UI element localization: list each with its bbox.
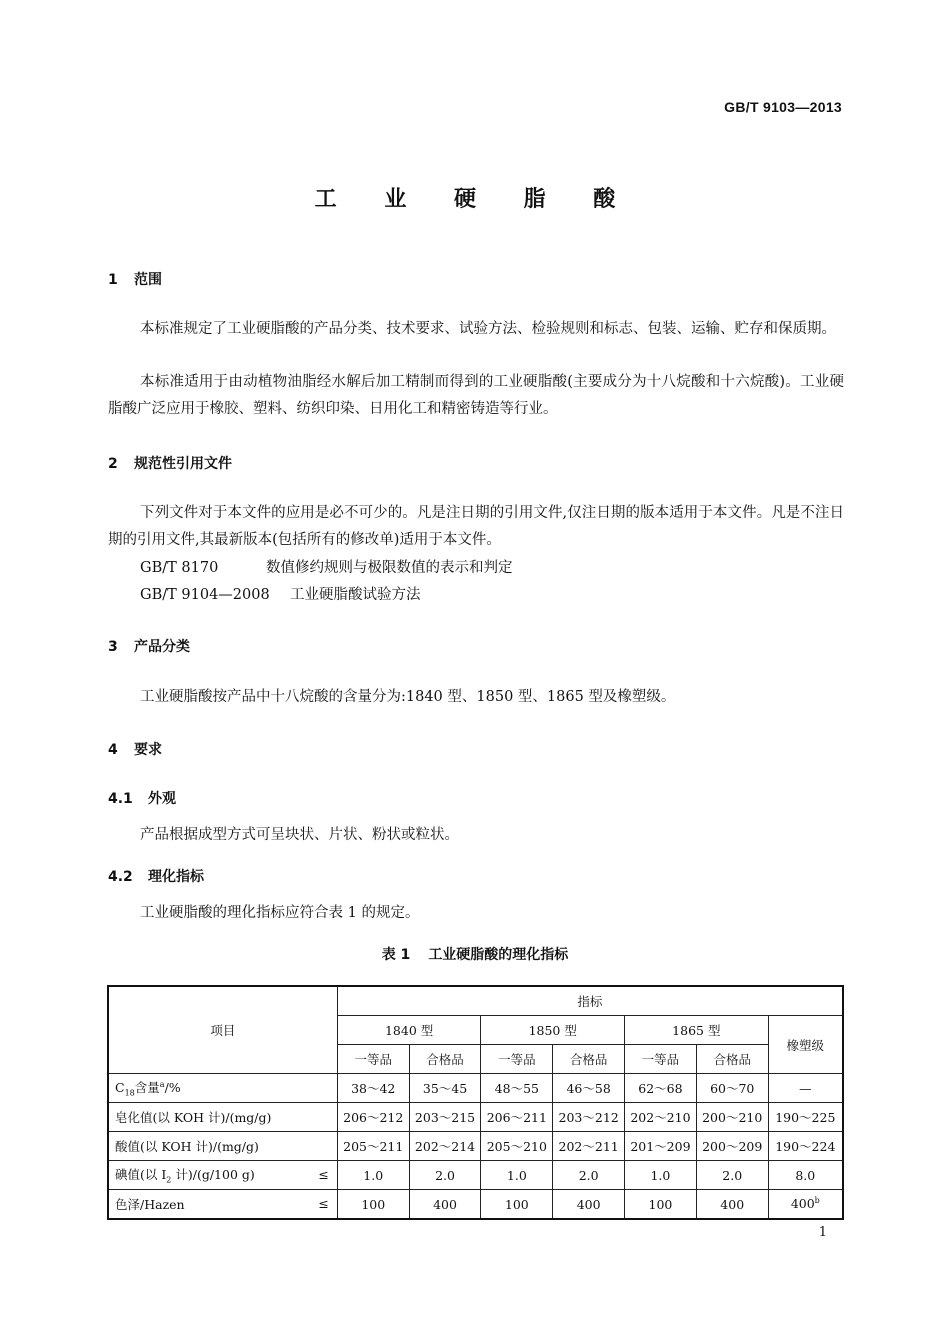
physchem-index-table [107, 985, 844, 1220]
table-row [108, 1161, 843, 1190]
item-superscript: a [159, 1080, 165, 1090]
table-header-grade: 合格品 [409, 1045, 481, 1074]
rubber-value: 8.0 [795, 1167, 816, 1183]
table-header-index: 指标 [337, 986, 843, 1016]
table-row [108, 1074, 843, 1103]
item-text: 酸值(以 KOH 计)/(mg/g) [115, 1139, 259, 1154]
table-row [108, 1132, 843, 1161]
table-header-grade: 合格品 [553, 1045, 625, 1074]
table-header-grade: 合格品 [696, 1045, 768, 1074]
footnote-marker: b [814, 1196, 820, 1206]
reference-item [140, 556, 513, 577]
table-row [108, 1103, 843, 1132]
table-caption-number: 表 1 [381, 947, 411, 963]
subsection-number: 4.2 [108, 869, 133, 885]
table-cell-value: 1.0 [625, 1161, 697, 1190]
table-header-grade: 一等品 [481, 1045, 553, 1074]
table-cell-value: 100 [337, 1190, 409, 1220]
section-heading-classification [108, 636, 190, 656]
table-cell-value: 202～210 [625, 1103, 697, 1132]
table-header-grade: 一等品 [337, 1045, 409, 1074]
table-header-item: 项目 [108, 986, 337, 1074]
section-number: 3 [108, 639, 118, 655]
table-cell-rubber [768, 1074, 843, 1103]
paragraph-physchem: 工业硬脂酸的理化指标应符合表 1 的规定。 [140, 905, 420, 921]
table-cell-value: 206～212 [337, 1103, 409, 1132]
table-cell-rubber [768, 1190, 843, 1220]
table-cell-value: 100 [481, 1190, 553, 1220]
item-subscript: 2 [166, 1175, 172, 1185]
table-cell-value: 46～58 [553, 1074, 625, 1103]
reference-code: GB/T 9104—2008 [140, 587, 270, 603]
table-cell-rubber [768, 1103, 843, 1132]
subsection-title: 理化指标 [148, 869, 204, 885]
section-heading-scope [108, 269, 162, 289]
table-cell-value: 202～214 [409, 1132, 481, 1161]
table-header-type: 1850 型 [481, 1016, 625, 1045]
table-cell-value: 206～211 [481, 1103, 553, 1132]
table-cell-value: 2.0 [553, 1161, 625, 1190]
table-caption-title: 工业硬脂酸的理化指标 [428, 947, 569, 963]
table-row [108, 1190, 843, 1220]
table-cell-rubber [768, 1161, 843, 1190]
table-cell-value: 205～211 [337, 1132, 409, 1161]
section-heading-requirements [108, 739, 162, 759]
table-cell-item [108, 1161, 337, 1190]
section-title: 范围 [134, 272, 162, 288]
item-text: 皂化值(以 KOH 计)/(mg/g) [115, 1110, 272, 1125]
rubber-value: 400 [790, 1196, 815, 1212]
section-number: 1 [108, 272, 118, 288]
table-cell-value: 400 [553, 1190, 625, 1220]
table-header-type: 1840 型 [337, 1016, 481, 1045]
page-number: 1 [818, 1225, 827, 1240]
rubber-value: 190～225 [775, 1110, 836, 1125]
table-cell-value: 60～70 [696, 1074, 768, 1103]
section-title: 要求 [134, 742, 162, 758]
paragraph-appearance: 产品根据成型方式可呈块状、片状、粉状或粒状。 [140, 827, 459, 843]
rubber-value: 190～224 [775, 1139, 836, 1154]
standard-code: GB/T 9103—2013 [724, 99, 842, 115]
paragraph-scope-2: 本标准适用于由动植物油脂经水解后加工精制而得到的工业硬脂酸(主要成分为十八烷酸和十六烷酸)。工业硬脂酸广泛应用于橡胶、塑料、纺织印染、日用化工和精密铸造等行业。 [108, 374, 844, 417]
table-body [108, 1074, 843, 1220]
subsection-heading-appearance [108, 788, 176, 808]
less-or-equal-symbol: ≤ [318, 1167, 329, 1182]
section-heading-references [108, 453, 232, 473]
rubber-value: — [799, 1080, 812, 1096]
table-cell-value: 62～68 [625, 1074, 697, 1103]
item-subscript: 18 [124, 1088, 135, 1098]
table-cell-item [108, 1132, 337, 1161]
reference-title: 数值修约规则与极限数值的表示和判定 [266, 560, 513, 576]
item-text: 碘值(以 I [115, 1167, 167, 1183]
table-cell-value: 203～215 [409, 1103, 481, 1132]
table-cell-value: 205～210 [481, 1132, 553, 1161]
table-cell-value: 2.0 [696, 1161, 768, 1190]
section-title: 产品分类 [134, 639, 190, 655]
table-cell-value: 400 [409, 1190, 481, 1220]
table-cell-value: 200～209 [696, 1132, 768, 1161]
less-or-equal-symbol: ≤ [318, 1196, 329, 1211]
table-header-grade: 一等品 [625, 1045, 697, 1074]
subsection-title: 外观 [148, 791, 176, 807]
table-cell-value: 202～211 [553, 1132, 625, 1161]
table-cell-rubber [768, 1132, 843, 1161]
paragraph-classification: 工业硬脂酸按产品中十八烷酸的含量分为:1840 型、1850 型、1865 型及橡塑级。 [140, 689, 676, 705]
reference-item [140, 583, 421, 604]
table-header-rubber-grade: 橡塑级 [768, 1016, 843, 1074]
paragraph-references-intro: 下列文件对于本文件的应用是必不可少的。凡是注日期的引用文件,仅注日期的版本适用于本文件。凡是不注日期的引用文件,其最新版本(包括所有的修改单)适用于本文件。 [108, 505, 844, 548]
table-cell-value: 48～55 [481, 1074, 553, 1103]
reference-code: GB/T 8170 [140, 560, 219, 576]
table-cell-item [108, 1190, 337, 1220]
section-number: 4 [108, 742, 118, 758]
table-cell-value: 35～45 [409, 1074, 481, 1103]
subsection-number: 4.1 [108, 791, 133, 807]
reference-title: 工业硬脂酸试验方法 [290, 587, 421, 603]
subsection-heading-physchem [108, 866, 204, 886]
item-text: 计)/(g/100 g) [171, 1167, 255, 1183]
table-cell-value: 1.0 [337, 1161, 409, 1190]
paragraph-scope-1: 本标准规定了工业硬脂酸的产品分类、技术要求、试验方法、检验规则和标志、包装、运输、贮存和保质期。 [140, 321, 836, 337]
table-cell-item [108, 1103, 337, 1132]
table-cell-value: 400 [696, 1190, 768, 1220]
table-caption [0, 944, 950, 964]
table-cell-item [108, 1074, 337, 1103]
table-cell-value: 200～210 [696, 1103, 768, 1132]
table-cell-value: 201～209 [625, 1132, 697, 1161]
table-cell-value: 100 [625, 1190, 697, 1220]
table-header-type: 1865 型 [625, 1016, 769, 1045]
table-cell-value: 38～42 [337, 1074, 409, 1103]
section-number: 2 [108, 456, 118, 472]
item-text: C [115, 1080, 125, 1096]
table-cell-value: 1.0 [481, 1161, 553, 1190]
table-cell-value: 203～212 [553, 1103, 625, 1132]
section-title: 规范性引用文件 [134, 456, 232, 472]
item-text: 色泽/Hazen [115, 1197, 185, 1212]
table-cell-value: 2.0 [409, 1161, 481, 1190]
item-text: /% [164, 1080, 181, 1096]
document-title: 工 业 硬 脂 酸 [314, 187, 636, 212]
item-text: 含量 [134, 1080, 160, 1096]
